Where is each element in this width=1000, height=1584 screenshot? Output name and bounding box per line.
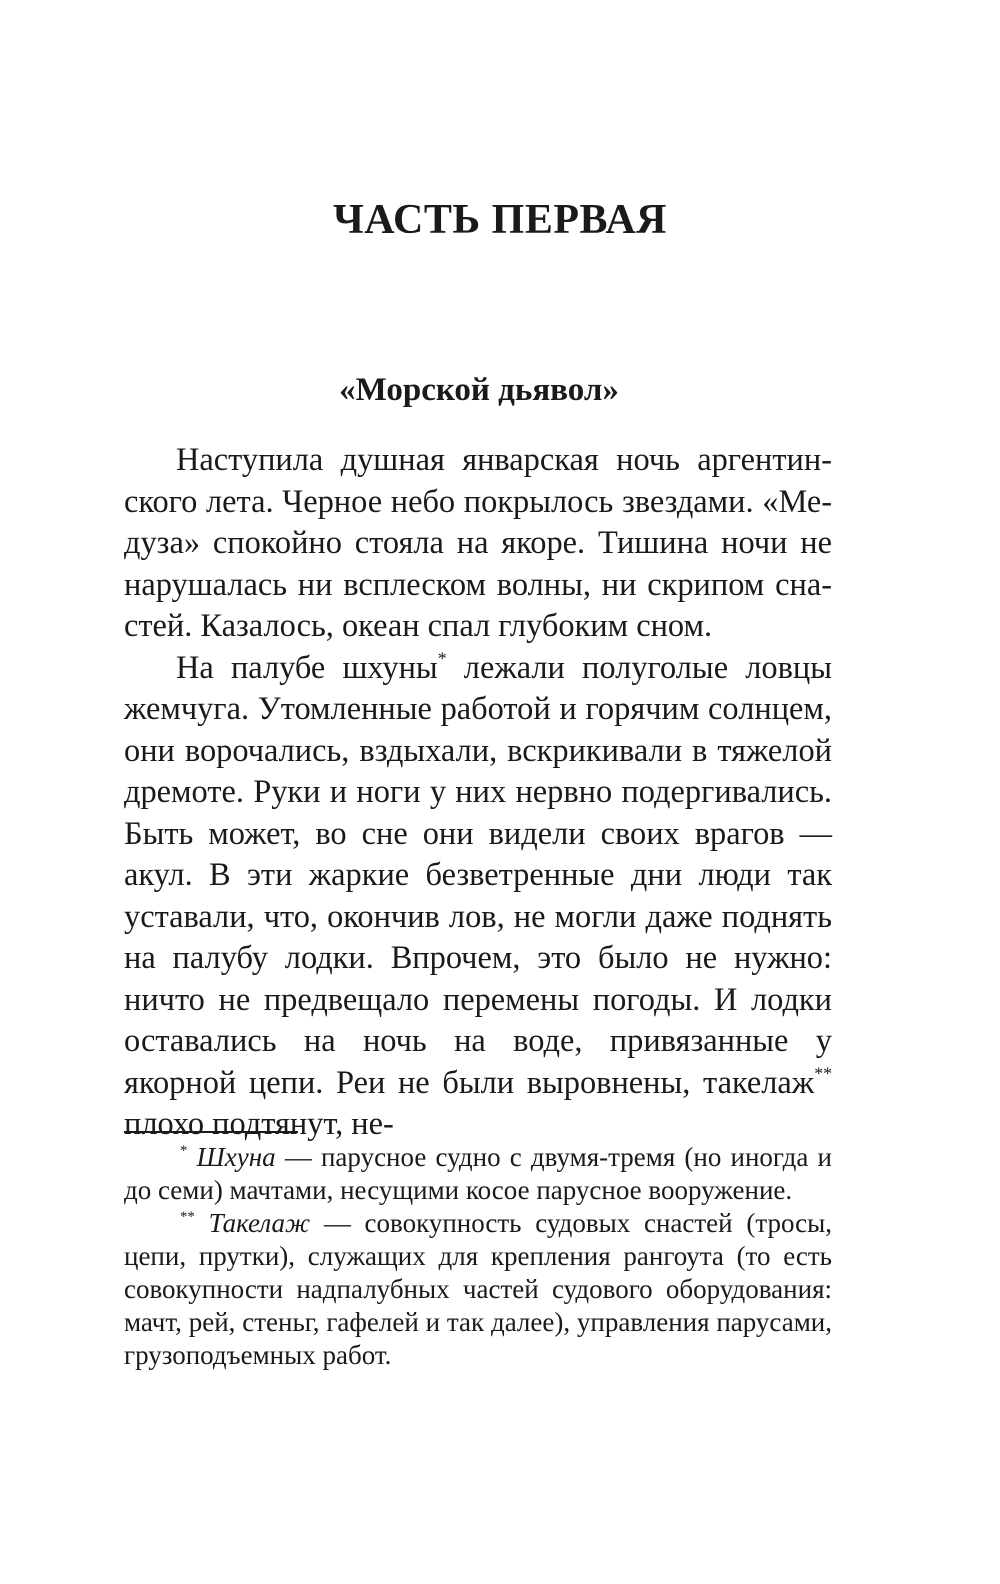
footnote-ref-1: * xyxy=(437,648,447,669)
footnotes xyxy=(124,1141,832,1372)
part-title: ЧАСТЬ ПЕРВАЯ xyxy=(332,197,668,243)
footnote-1-text: — парусное судно с двумя-тремя (но иногда и до семи) мачтами, несущими косое парусное вооружение. xyxy=(124,1142,833,1205)
paragraph-2-part-3: плохо подтянут, не- xyxy=(124,1106,394,1142)
footnote-2-mark: ** xyxy=(180,1208,195,1225)
footnote-1 xyxy=(124,1141,832,1207)
footnote-2-text: — совокупность судовых снастей (тросы, цепи, прутки), служащих для крепления рангоута (то есть совокупности надпалубных частей судового оборудования: мачт, рей, стеньг, гафелей и так далее), управления парусами, грузоподъемных работ. xyxy=(124,1208,832,1370)
footnote-ref-2: ** xyxy=(814,1063,832,1084)
paragraph-1: Наступила душная январская ночь аргентинского лета. Черное небо покрылось звездами. «Медуза» спокойно стояла на якоре. Тишина ночи не нарушалась ни всплеском волны, ни скрипом снастей. Казалось, океан спал глубоким сном. xyxy=(124,442,832,644)
footnote-1-mark: * xyxy=(180,1142,188,1159)
paragraph-2-part-2: лежали полуголые ловцы жемчуга. Утомленные работой и горячим солнцем, они ворочались, вздыхали, вскрикивали в тяжелой дремоте. Руки и ноги у них нервно подергивались. Быть может, во сне они видели своих врагов — акул. В эти жаркие безветренные дни люди так уставали, что, окончив лов, не могли даже поднять на палубу лодки. Впрочем, это было не нужно: ничто не предвещало перемены погоды. И лодки оставались на ночь на воде, привязанные у якорной цепи. Реи не были выровнены, такелаж xyxy=(124,649,833,1101)
footnote-2 xyxy=(124,1207,832,1372)
footnote-divider xyxy=(124,1131,298,1133)
paragraph-2-part-1: На палубе шхуны xyxy=(176,649,438,686)
footnote-2-term: Такелаж xyxy=(208,1208,311,1238)
chapter-title: «Морской дьявол» xyxy=(339,372,619,408)
main-text xyxy=(124,440,832,1146)
footnote-1-term: Шхуна xyxy=(196,1142,276,1172)
paragraph-2 xyxy=(124,648,832,1146)
